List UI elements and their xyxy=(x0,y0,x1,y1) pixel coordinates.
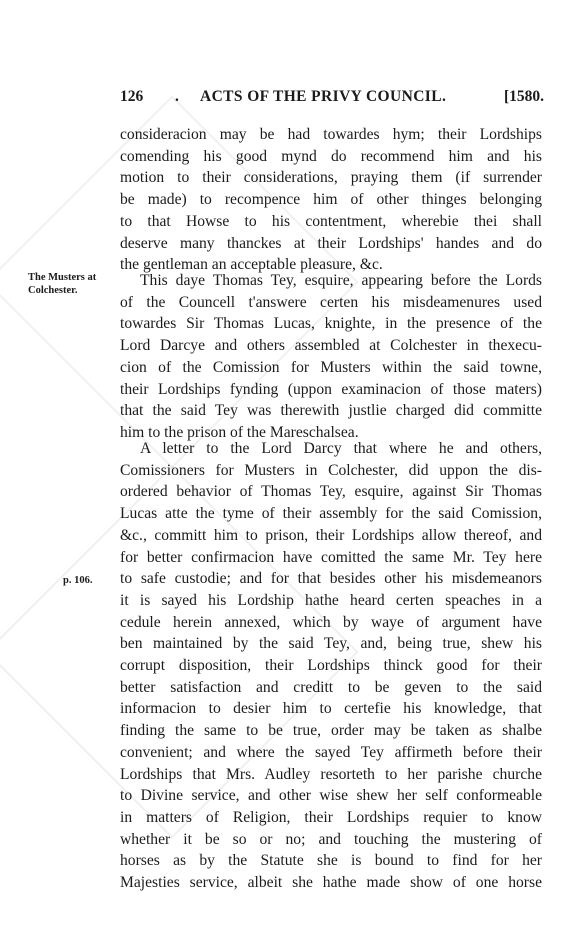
text-line: horses as by the Statute she is bound to find for her xyxy=(120,852,542,870)
text-line: better satisfaction and creditt to be geven to the said xyxy=(120,678,542,696)
text-line: of the Councell t'answere certen his misdeamenures used xyxy=(120,293,542,311)
text-line: Lordships that Mrs. Audley resorteth to her parishe churche xyxy=(120,765,542,783)
marginal-note: The Musters at Colchester. xyxy=(28,272,97,296)
text-line: ben maintained by the said Tey, and, being true, shew his xyxy=(120,635,542,653)
text-line: it is sayed his Lordship hathe heard certen speaches in a xyxy=(120,591,542,609)
text-line: A letter to the Lord Darcy that where he and others, xyxy=(140,440,542,457)
text-line: motion to their considerations, praying them (if surrender xyxy=(120,169,542,187)
text-line: towardes Sir Thomas Lucas, knighte, in the presence of the xyxy=(120,315,542,333)
paragraph-continuation xyxy=(120,124,542,276)
text-line: to that Howse to his contentment, wherebie thei shall xyxy=(120,212,542,230)
text-line: finding the same to be true, order may be taken as shalbe xyxy=(120,722,542,740)
page-reference: p. 106. xyxy=(63,575,93,586)
text-line: consideracion may be had towardes hym; their Lordships xyxy=(120,126,542,143)
text-line: to Divine service, and other wise shew her self conformeable xyxy=(120,787,542,805)
text-line: ordered behavior of Thomas Tey, esquire, against Sir Thomas xyxy=(120,483,542,501)
text-line: whether it be so or no; and touching the mustering of xyxy=(120,830,542,848)
text-line: Majesties service, albeit she hathe made show of one horse xyxy=(120,874,542,892)
text-line: their Lordships fynding (uppon examinacion of those maters) xyxy=(120,380,542,398)
text-line: Lord Darcye and others assembled at Colchester in thexecu- xyxy=(120,337,542,355)
running-title: ACTS OF THE PRIVY COUNCIL. xyxy=(200,88,447,105)
text-line: comending his good mynd do recommend him and his xyxy=(120,147,542,165)
text-line: Lucas atte the tyme of their assembly for the said Comission, xyxy=(120,505,542,523)
text-line: corrupt disposition, their Lordships thinck good for their xyxy=(120,657,542,675)
text-line: in matters of Religion, their Lordships requier to know xyxy=(120,808,542,826)
paragraph-musters xyxy=(120,270,542,444)
text-line: him to the prison of the Mareschalsea. xyxy=(120,423,359,441)
text-line: This daye Thomas Tey, esquire, appearing before the Lords xyxy=(140,272,542,289)
text-line: informacion to desier him to certefie his knowledge, that xyxy=(120,700,542,718)
text-line: to safe custodie; and for that besides other his misdemeanors xyxy=(120,570,542,588)
text-line: for better confirmacion have comitted the same Mr. Tey here xyxy=(120,548,542,566)
running-header xyxy=(120,88,544,112)
header-year: [1580. xyxy=(503,88,544,105)
text-line: cion of the Comission for Musters within the said towne, xyxy=(120,358,542,376)
text-line: &c., committ him to prison, their Lordships allow thereof, and xyxy=(120,526,542,544)
text-line: convenient; and where the sayed Tey affirmeth before their xyxy=(120,743,542,761)
text-line: cedule herein annexed, which by waye of argument have xyxy=(120,613,542,631)
text-line: Comissioners for Musters in Colchester, did uppon the dis- xyxy=(120,461,542,479)
paragraph-letter xyxy=(120,438,542,894)
text-line: deserve many thanckes at their Lordships' handes and do xyxy=(120,234,542,252)
page-number: 126 xyxy=(120,88,144,105)
text-line: be made) to recompence him of other thinges belonging xyxy=(120,191,542,209)
header-separator: . xyxy=(175,88,179,105)
text-line: that the said Tey was therewith justlie charged did committe xyxy=(120,402,542,420)
text-line: the gentleman an acceptable pleasure, &c. xyxy=(120,256,383,274)
